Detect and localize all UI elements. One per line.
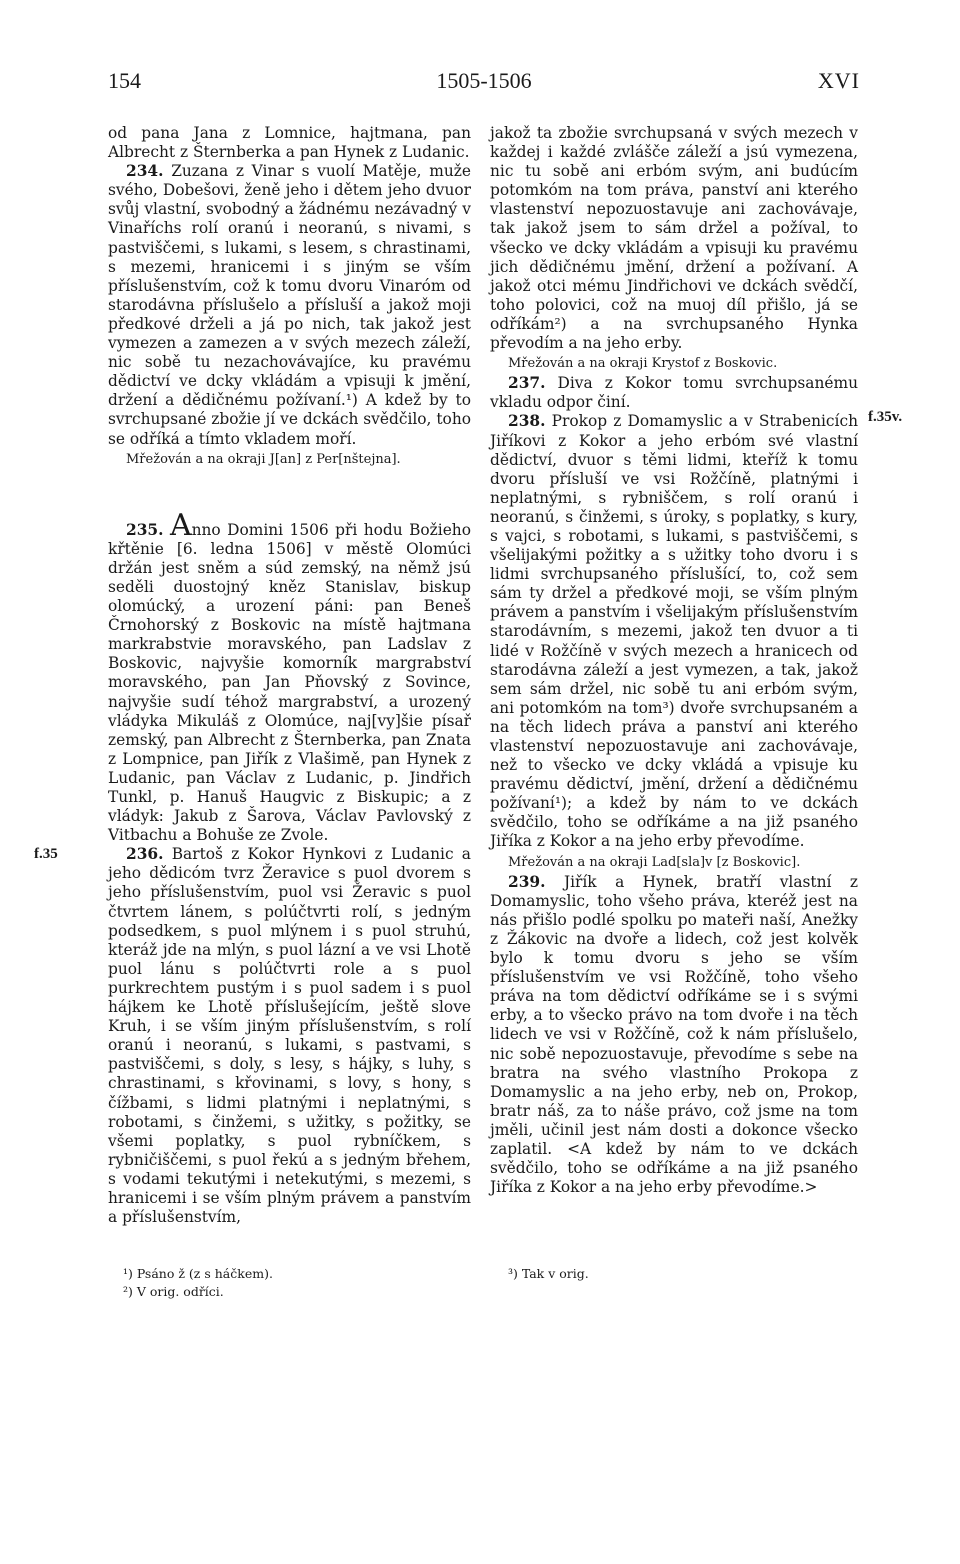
- footnote-1: ¹) Psáno ž (z s háčkem).: [123, 1266, 273, 1281]
- entry-signature: Mřežován a na okraji J[an] z Per[nštejna].: [126, 451, 401, 467]
- running-title-years: 1505-1506: [436, 68, 532, 93]
- footnote-3: ³) Tak v orig.: [508, 1266, 589, 1281]
- entry-234: [108, 162, 471, 448]
- entry-text: Zuzana z Vinar s vuolí Matěje, muže svého, Dobešovi, ženě jeho i dětem jeho dvuor svůj vlastní, svobodný a žádnému nezávadný v Vinaříchs rolí oranú i neoranú, s nivami, s pastviščemi, s lukami, s lesem, s chrastinami, s mezemi, hranicemi i s jiným se vším příslušenstvím, což k tomu dvoru Vinaróm od starodávna příslušelo a přísluší a jakož moji předkové drželi a já po nich, tak jakož jest vymezen a zamezen a v svých mezech záleží, nic sobě tu nezachovávajíce, ku pravému dědictví ve dcky vkládám a vpisuji k jmění, držení a dědičnému požívaní.¹) A kdež by to svrchupsané zbožie jí ve dckách svědčilo, toho se odříká a tímto vkladem moří.: [108, 162, 471, 448]
- initial-letter: A: [169, 507, 192, 543]
- entry-continuation: od pana Jana z Lomnice, hajtmana, pan Albrecht z Šternberka a pan Hynek z Ludanic.: [108, 124, 471, 162]
- entry-236: [108, 845, 471, 1227]
- entry-239: [490, 873, 858, 1198]
- entry-237: [490, 374, 858, 412]
- footnote-2: ²) V orig. odříci.: [123, 1284, 224, 1299]
- entry-number: 234.: [126, 162, 164, 181]
- page-header: [108, 68, 860, 102]
- entry-238: [490, 412, 858, 851]
- entry-number: 236.: [126, 845, 164, 864]
- entry-continuation: jakož ta zbožie svrchupsaná v svých mezech v každej i každé zvlášče záleží a jsú vymezena, nic tu sobě ani erbóm svým, ani budúcím potomkóm na tom práva, panství ani kterého vlastenství nepozuostavuje ani zachovávaje, tak jakož jsem to sám držel a požíval, to všecko ve dcky vkládám a vpisuji ku pravému jich dědičnému jmění, držení a požívaní. A jakož otci mému Jindřichovi ve dckách svědčí, toho polovici, což na muoj díl přišlo, já se odříkám²) a na svrchupsaného Hynka převodím a na jeho erby.: [490, 124, 858, 353]
- entry-number: 239.: [508, 872, 546, 891]
- entry-text: nno Domini 1506 při hodu Božieho křtěnie [6. ledna 1506] v městě Olomúci držán jest sněm a súd zemský, na němž jsú seděli duostojný kněz Stanislav, biskup olomúcký, a urození páni: pan Beneš Črnohorský z Boskovic na místě hajtmana markrabstvie moravského, pan Ladslav z Boskovic, najvyšie komorník margrabství moravského, pan Jan Pňovský z Sovince, najvyšie sudí téhož margrabství, a urozený vládyka Mikuláš z Olomúce, naj[vy]šie písař zemský, pan Albrecht z Šternberka, pan Znata z Lompnice, pan Jiřík z Vlašimě, pan Hynek z Ludanic, pan Václav z Ludanic, p. Jindřich Tunkl, p. Hanuš Haugvic z Biskupic; a z vládyk: Jakub z Šarova, Václav Pavlovský z Vitbachu a Bohuše ze Zvole.: [108, 520, 471, 845]
- footnotes-left: [123, 1265, 273, 1301]
- margin-note-right: f.35v.: [868, 409, 903, 425]
- entry-number: 237.: [508, 374, 546, 393]
- volume-number: XVI: [817, 68, 860, 93]
- left-column: [108, 124, 471, 1564]
- section-gap: [108, 470, 471, 516]
- entry-text: Prokop z Domamyslic a v Strabenicích Jiříkovi z Kokor a jeho erbóm své vlastní dědictví, dvuor s těmi lidmi, kteříž k tomu dvoru přísluší ve vsi Rožčíně, platnými i neplatnými, s rybniščem, s rolí oranú i neoranú, s činžemi, s úroky, s poplatky, s kury, s vajci, s robotami, s lukami, s pastviščemi, s všelijakými požitky a s užitky toho dvoru i s lidmi svrchupsaného příslušící, to, což sem sám ty držel a předkové moji, se vším plným právem a panstvím i všelijakým příslušenstvím starodávním, s mezemi, jakož ten dvuor a ti lidé v Rožčíně v svých mezech a hranicech od starodávna záleží a jest vymezen, a tak, jakož sem sám držel, nic sobě tu ani erbóm svým, ani potomkóm na tom³) dvoře svrchupsaném a na těch lidech práva a panství ani kterého vlastenství nepozuostavuje ani zachovávaje, než to všecko ve dcky vkládá a vpisuje ku pravému dědictví, jmění, držení a dědičnému požívaní¹); a kdež by nám to ve dckách svědčilo, toho se odříkáme a na již psaného Jiříka z Kokor a na jeho erby převodíme.: [490, 412, 858, 851]
- entry-number: 238.: [508, 412, 546, 431]
- entry-235: [108, 507, 471, 846]
- margin-note-left: f.35: [34, 846, 58, 862]
- entry-signature: Mřežován a na okraji Lad[sla]v [z Boskovic].: [508, 854, 801, 870]
- footnotes-right: [508, 1265, 589, 1283]
- entry-text: Jiřík a Hynek, bratří vlastní z Domamyslic, toho všeho práva, kteréž jest na nás přišlo podlé spolku po mateři naší, Anežky z Žákovic na dvoře a lidech, což jest kolvěk bylo k tomu dvoru s jeho se vším příslušenstvím ve vsi Rožčíně, toho všeho práva na tom dědictví odříkáme se i s svými erby, a to všecko právo na tom dvoře i na těch lidech ve vsi v Rožčíně, což k nám příslušelo, nic sobě nepozuostavuje, převodíme s sebe na bratra na svého vlastního Prokopa z Domamyslic a na jeho erby, neb on, Prokop, bratr náš, za to náše právo, což jsme na tom jměli, učinil jest nám dosti a dokonce všecko zaplatil. <A kdež by nám to ve dckách svědčilo, toho se odříkáme a na již psaného Jiříka z Kokor a na jeho erby převodíme.>: [490, 872, 858, 1197]
- page-number: 154: [108, 68, 141, 93]
- entry-text: Diva z Kokor tomu svrchupsanému vkladu odpor činí.: [490, 374, 858, 412]
- right-column: [490, 124, 858, 1564]
- entry-number: 235.: [126, 520, 164, 539]
- entry-signature: Mřežován a na okraji Krystof z Boskovic.: [508, 356, 778, 372]
- entry-text: Bartoš z Kokor Hynkovi z Ludanic a jeho dědicóm tvrz Žeravice s puol dvorem s jeho příslušenstvím, puol vsi Žeravic s puol čtvrtem lánem, s polúčtvrti rolí, s jedným podsedkem, s puol mlýnem i s puol struhú, kteráž jde na mlýn, s puol lázní a ve vsi Lhotě puol lánu s polúčtvrti role a s puol purkrechtem pustým i s puol sadem i s puol hájkem ke Lhotě příslušejícím, ještě slove Kruh, i se vším jiným příslušenstvím, s rolí oranú i neoranú, s lukami, s pastvami, s pastviščemi, s doly, s lesy, s hájky, s luhy, s chrastinami, s křovinami, s lovy, s hony, s čížbami, s lidmi platnými i neplatnými, s robotami, s činžemi, s užitky, s požitky, se všemi poplatky, s puol rybníčkem, s rybničiščemi, s puol řekú a s jedným břehem, s vodami tekutými i netekutými, s mezemi, s hranicemi i se vším plným právem a panstvím a příslušenstvím,: [108, 845, 471, 1227]
